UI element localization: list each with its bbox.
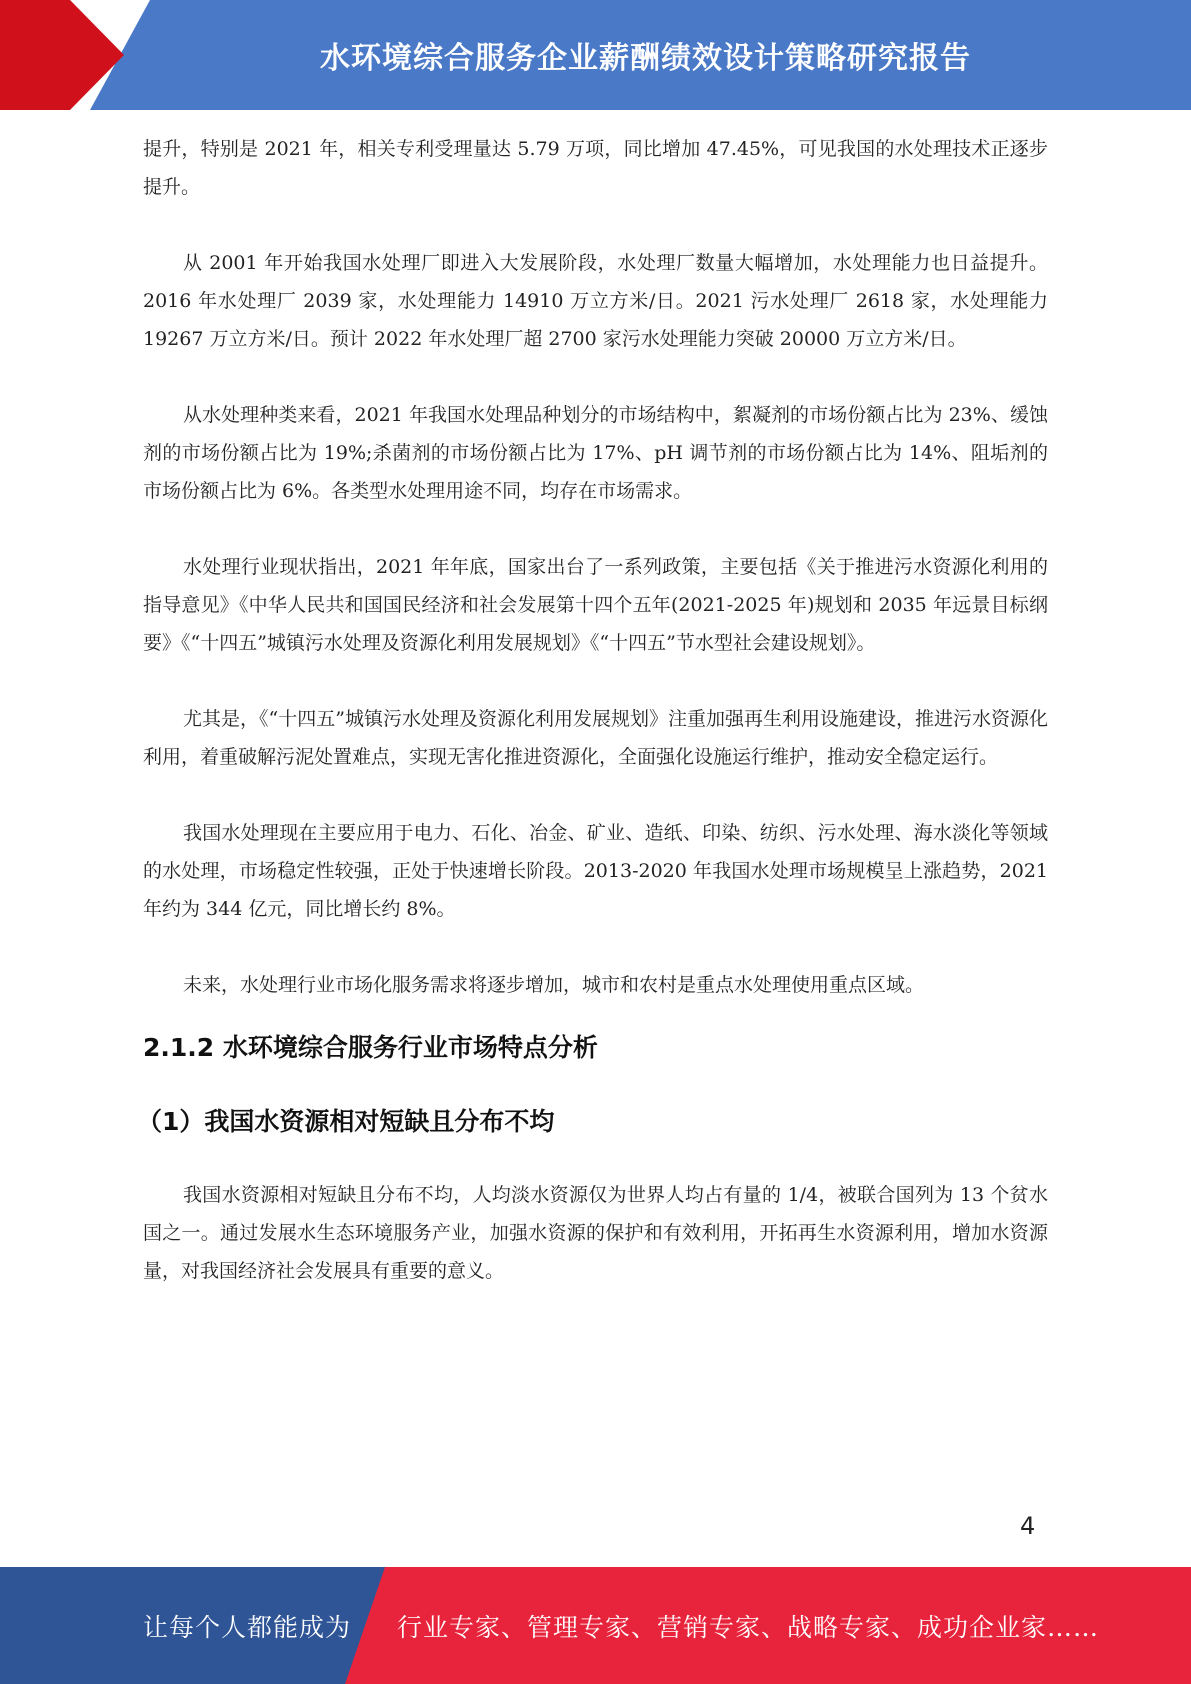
paragraph: 提升，特别是 2021 年，相关专利受理量达 5.79 万项，同比增加 47.45%，可见我国的水处理技术正逐步提升。 <box>143 138 1048 198</box>
report-title: 水环境综合服务企业薪酬绩效设计策略研究报告 <box>320 41 971 76</box>
section-heading: 2.1.2 水环境综合服务行业市场特点分析 <box>143 1033 598 1062</box>
paragraph: 从水处理种类来看，2021 年我国水处理品种划分的市场结构中，絮凝剂的市场份额占比为 23%、缓蚀剂的市场份额占比为 19%;杀菌剂的市场份额占比为 17%、pH 调节剂的市场份额占比为 14%、阻垢剂的市场份额占比为 6%。各类型水处理用途不同，均存在市场需求。 <box>143 404 1048 502</box>
subsection-heading: （1）我国水资源相对短缺且分布不均 <box>137 1107 555 1136</box>
paragraph: 我国水处理现在主要应用于电力、石化、冶金、矿业、造纸、印染、纺织、污水处理、海水淡化等领域的水处理，市场稳定性较强，正处于快速增长阶段。2013-2020 年我国水处理市场规模呈上涨趋势，2021 年约为 344 亿元，同比增长约 8%。 <box>143 822 1048 920</box>
page-number: 4 <box>1020 1512 1036 1540</box>
paragraph: 水处理行业现状指出，2021 年年底，国家出台了一系列政策，主要包括《关于推进污水资源化利用的指导意见》《中华人民共和国国民经济和社会发展第十四个五年(2021-2025 年)规划和 2035 年远景目标纲要》《“十四五”城镇污水处理及资源化利用发展规划》《“十四五”节水型社会建设规划》。 <box>143 556 1048 654</box>
page-header <box>0 0 1191 110</box>
footer-slogan-left: 让每个人都能成为 <box>143 1612 352 1642</box>
paragraph: 从 2001 年开始我国水处理厂即进入大发展阶段，水处理厂数量大幅增加，水处理能力也日益提升。2016 年水处理厂 2039 家，水处理能力 14910 万立方米/日。2021 污水处理厂 2618 家，水处理能力 19267 万立方米/日。预计 2022 年水处理厂超 2700 家污水处理能力突破 20000 万立方米/日。 <box>143 252 1048 350</box>
paragraph: 尤其是，《“十四五”城镇污水处理及资源化利用发展规划》注重加强再生利用设施建设，推进污水资源化利用，着重破解污泥处置难点，实现无害化推进资源化，全面强化设施运行维护，推动安全稳定运行。 <box>143 708 1048 768</box>
footer-slogan-right: 行业专家、管理专家、营销专家、战略专家、成功企业家…… <box>397 1612 1100 1642</box>
paragraph: 我国水资源相对短缺且分布不均，人均淡水资源仅为世界人均占有量的 1/4，被联合国列为 13 个贫水国之一。通过发展水生态环境服务产业，加强水资源的保护和有效利用，开拓再生水资源利用，增加水资源量，对我国经济社会发展具有重要的意义。 <box>143 1184 1048 1282</box>
page-footer <box>0 1567 1191 1684</box>
paragraph: 未来，水处理行业市场化服务需求将逐步增加，城市和农村是重点水处理使用重点区域。 <box>183 974 925 996</box>
document-body <box>137 130 1048 1328</box>
